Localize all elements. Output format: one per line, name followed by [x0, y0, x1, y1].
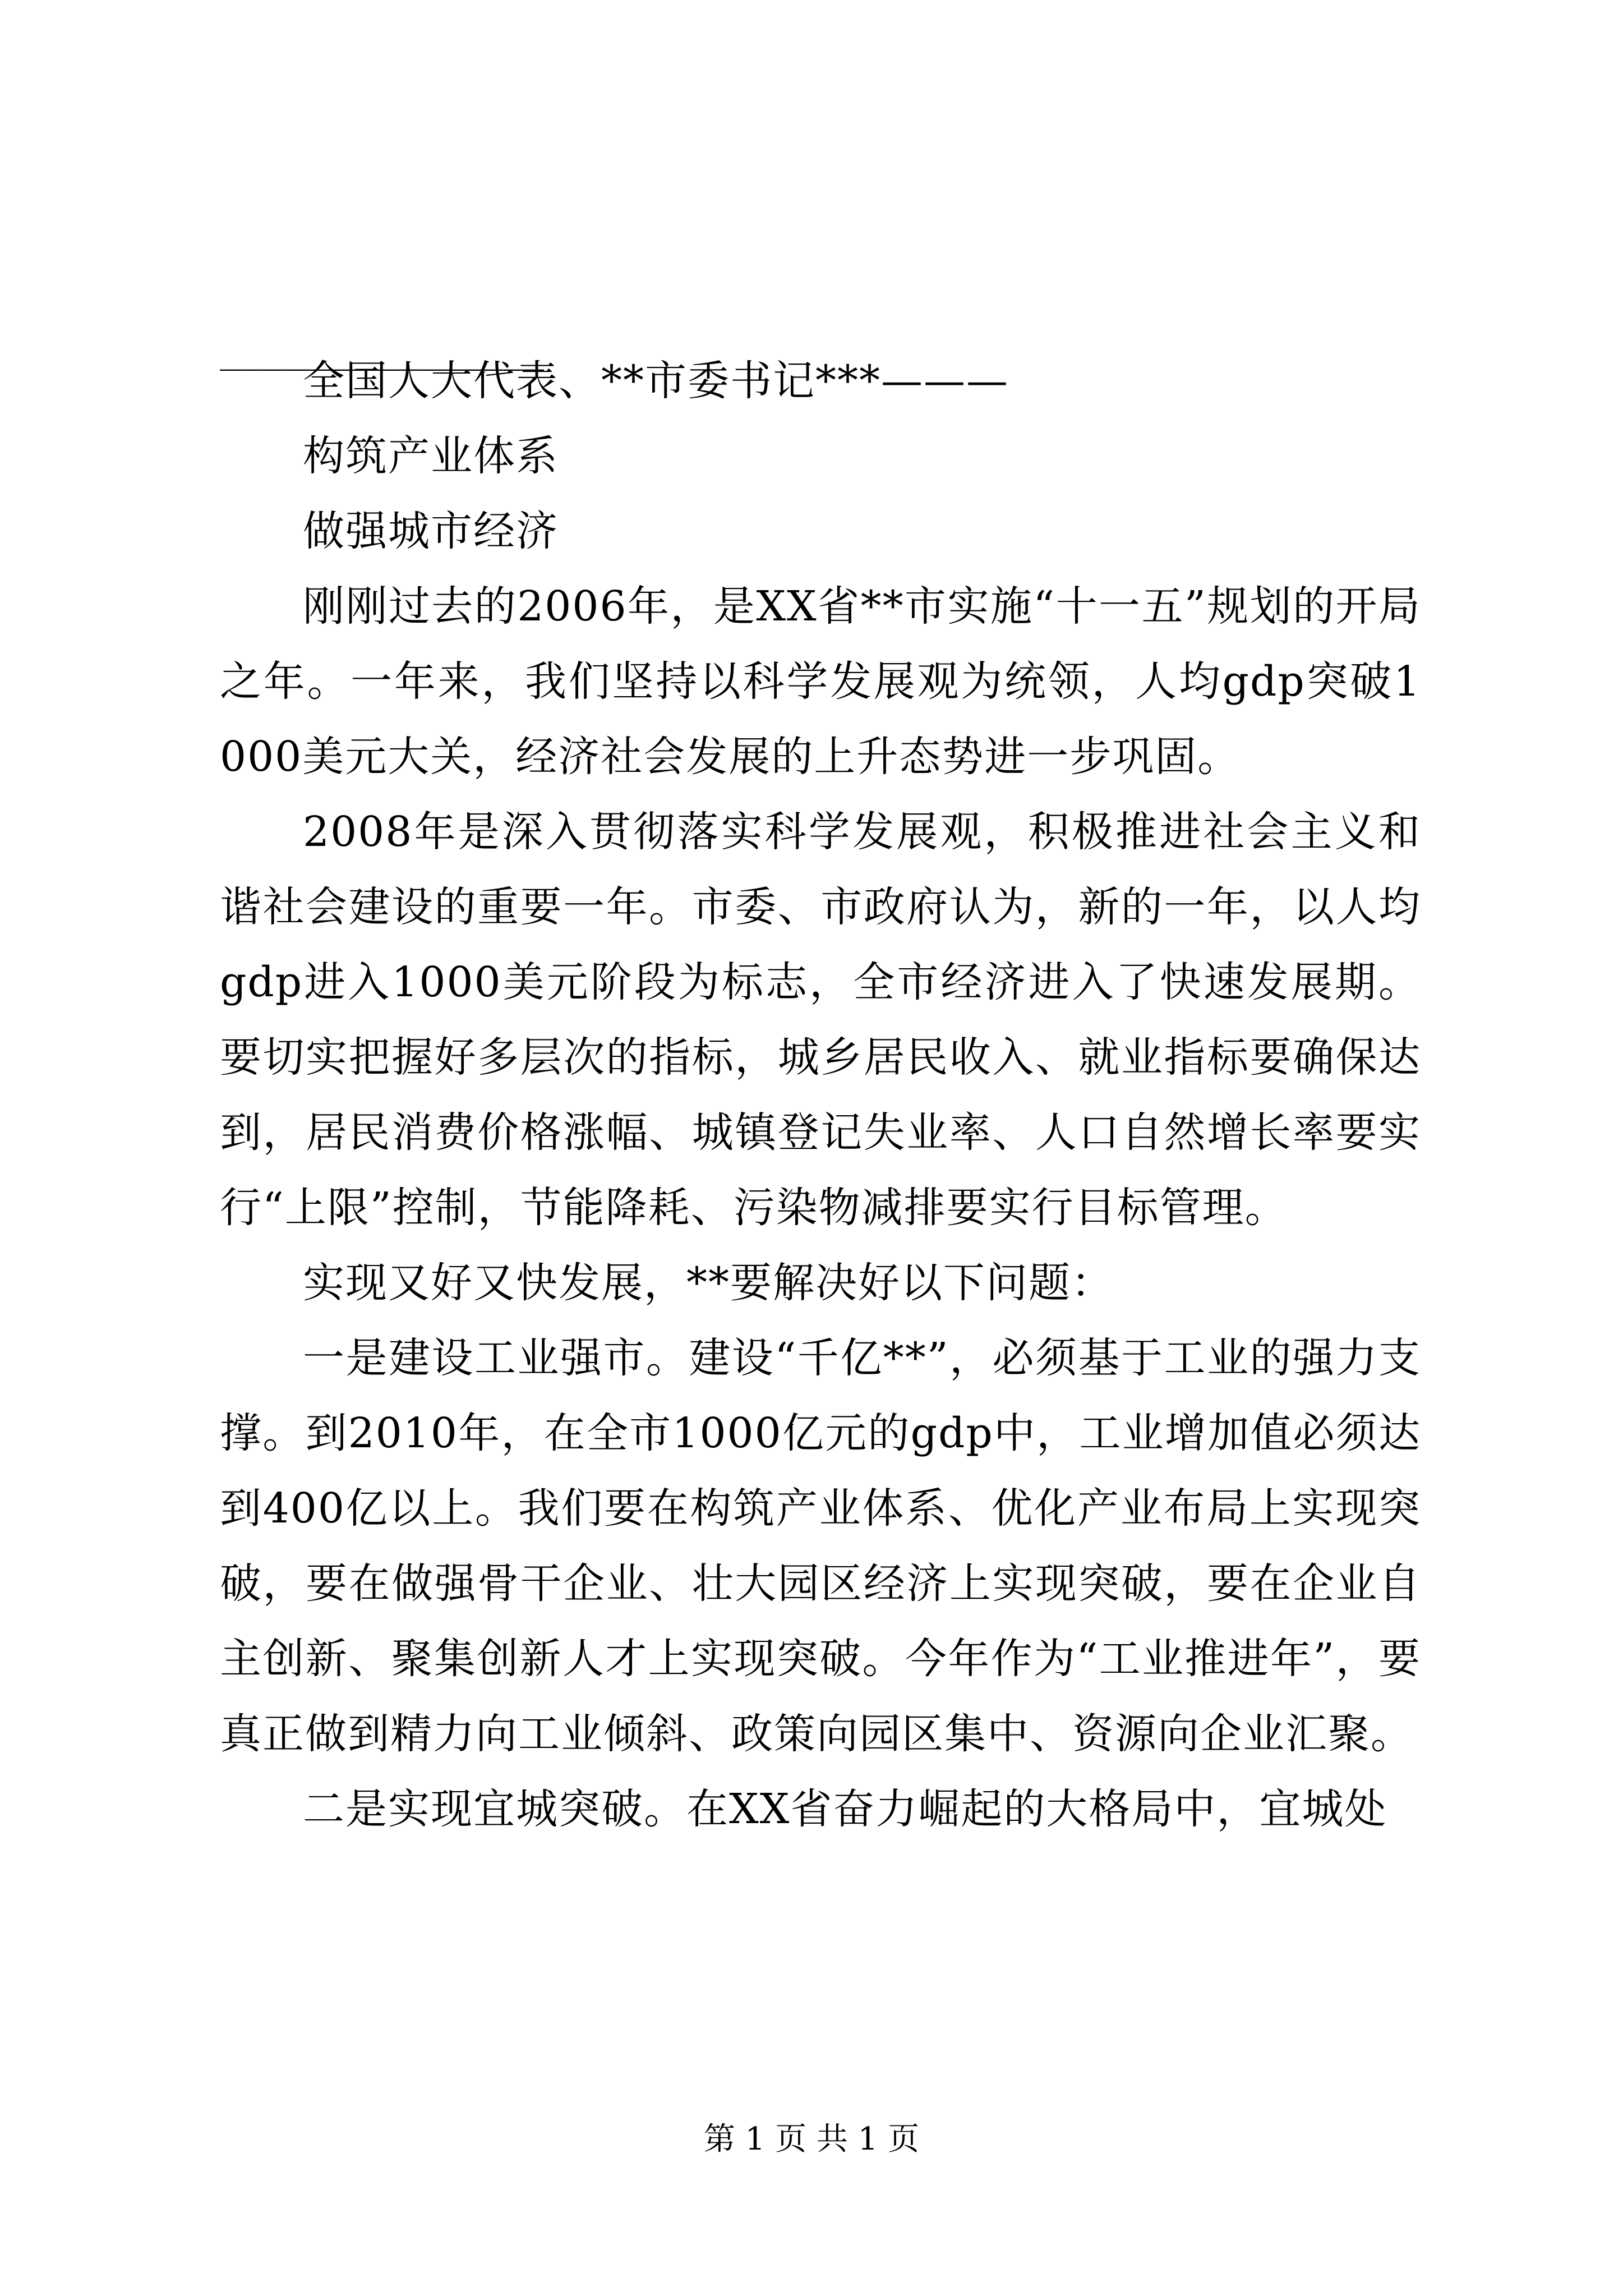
paragraph-2008-goals: 2008年是深入贯彻落实科学发展观，积极推进社会主义和谐社会建设的重要一年。市委、市政府认为，新的一年，以人均gdp进入1000美元阶段为标志，全市经济进入了快速发展期。要切实把握好多层次的指标，城乡居民收入、就业指标要确保达到，居民消费价格涨幅、城镇登记失业率、人口自然增长率要实行“上限”控制，节能降耗、污染物减排要实行目标管理。 [220, 808, 1421, 1232]
heading-line-title-1: 构筑产业体系 [303, 432, 559, 480]
paragraph-industry: 一是建设工业强市。建设“千亿**”，必须基于工业的强力支撑。到2010年，在全市1000亿元的gdp中，工业增加值必须达到400亿以上。我们要在构筑产业体系、优化产业布局上实现突破，要在做强骨干企业、壮大园区经济上实现突破，要在企业自主创新、聚集创新人才上实现突破。今年作为“工业推进年”，要真正做到精力向工业倾斜、政策向园区集中、资源向企业汇聚。 [220, 1334, 1421, 1758]
separator-line: ________________ [220, 332, 544, 371]
paragraph-yicheng: 二是实现宜城突破。在XX省奋力崛起的大格局中，宜城处 [303, 1785, 1387, 1833]
document-body [220, 343, 1421, 1847]
paragraph-intro: 刚刚过去的2006年，是XX省**市实施“十一五”规划的开局之年。一年来，我们坚持以科学发展观为统领，人均gdp突破1000美元大关，经济社会发展的上升态势进一步巩固。 [220, 582, 1421, 781]
heading-line-author: 全国人大代表、**市委书记***——— [303, 357, 1009, 405]
heading-line-title-2: 做强城市经济 [303, 507, 559, 555]
page-footer: 第 1 页 共 1 页 [703, 2121, 920, 2157]
paragraph-problems-lead: 实现又好又快发展，**要解决好以下问题： [303, 1259, 1114, 1307]
